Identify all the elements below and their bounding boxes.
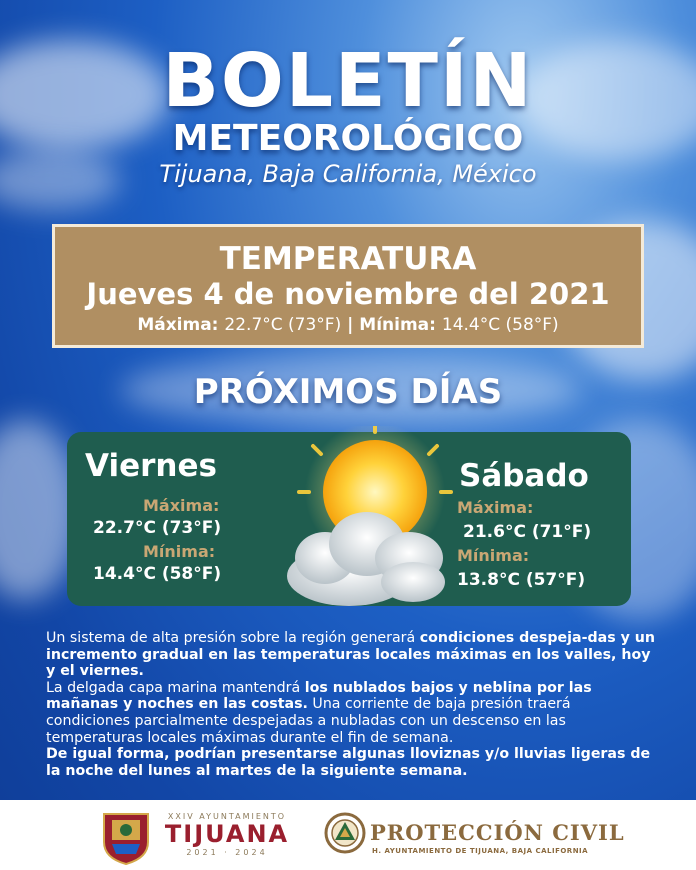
page-title: BOLETÍN: [162, 38, 534, 124]
min-value: 14.4°C (58°F): [441, 315, 559, 335]
desc-p2-rest: Una corriente de baja presión traerá condiciones parcialmente despejadas a nubladas con un descenso en las temperaturas locales máximas durante el fin de semana.: [46, 696, 571, 746]
friday-max-label: Máxima:: [143, 496, 220, 515]
max-value: 22.7°C (73°F): [224, 315, 342, 335]
desc-p1-bold: condiciones despeja-das y un incremento gradual en las temperaturas locales máximas en los valles, hoy y el viernes.: [46, 630, 655, 680]
ayuntamiento-top-text: XXIV AYUNTAMIENTO: [167, 812, 287, 821]
min-label: Mínima:: [359, 315, 436, 335]
max-label: Máxima:: [137, 315, 219, 335]
friday-min-label: Mínima:: [143, 542, 216, 561]
friday-min-value: 14.4°C (58°F): [93, 564, 222, 584]
location-text: Tijuana, Baja California, México: [159, 160, 537, 188]
ayuntamiento-years: 2021 · 2024: [186, 848, 268, 857]
partly-cloudy-sun-icon: [263, 426, 463, 626]
saturday-max-value: 21.6°C (71°F): [463, 522, 592, 542]
desc-p2-normal: La delgada capa marina mantendrá: [46, 679, 305, 696]
desc-p2-bold: los nublados bajos y neblina por las mañanas y noches en las costas.: [46, 679, 592, 713]
temperature-minmax: [55, 315, 641, 335]
temperature-box: [52, 224, 644, 348]
friday-max-value: 22.7°C (73°F): [93, 518, 222, 538]
temperature-title: TEMPERATURA: [219, 241, 477, 277]
proteccion-civil-logo-icon: [324, 812, 366, 858]
forecast-description: [46, 630, 656, 779]
proteccion-civil-title: PROTECCIÓN CIVIL: [370, 820, 625, 845]
proteccion-civil-subtitle: H. AYUNTAMIENTO DE TIJUANA, BAJA CALIFORNIA: [372, 847, 589, 855]
temperature-date: Jueves 4 de noviembre del 2021: [86, 277, 610, 311]
saturday-min-value: 13.8°C (57°F): [457, 570, 586, 590]
tijuana-coat-of-arms-icon: [98, 808, 154, 870]
day-name-friday: Viernes: [85, 448, 217, 484]
ayuntamiento-name: TIJUANA: [164, 820, 290, 848]
day-name-saturday: Sábado: [459, 458, 589, 494]
desc-p1-normal: Un sistema de alta presión sobre la región generará: [46, 630, 420, 646]
saturday-max-label: Máxima:: [457, 498, 534, 517]
desc-p3-bold: De igual forma, podrían presentarse algunas lloviznas y/o lluvias ligeras de la noche del lunes al martes de la siguiente semana.: [46, 746, 651, 779]
next-days-title: PRÓXIMOS DÍAS: [193, 372, 503, 412]
separator: |: [347, 315, 354, 335]
saturday-min-label: Mínima:: [457, 546, 530, 565]
page-subtitle: METEOROLÓGICO: [172, 118, 524, 159]
forecast-panel: [67, 432, 631, 606]
